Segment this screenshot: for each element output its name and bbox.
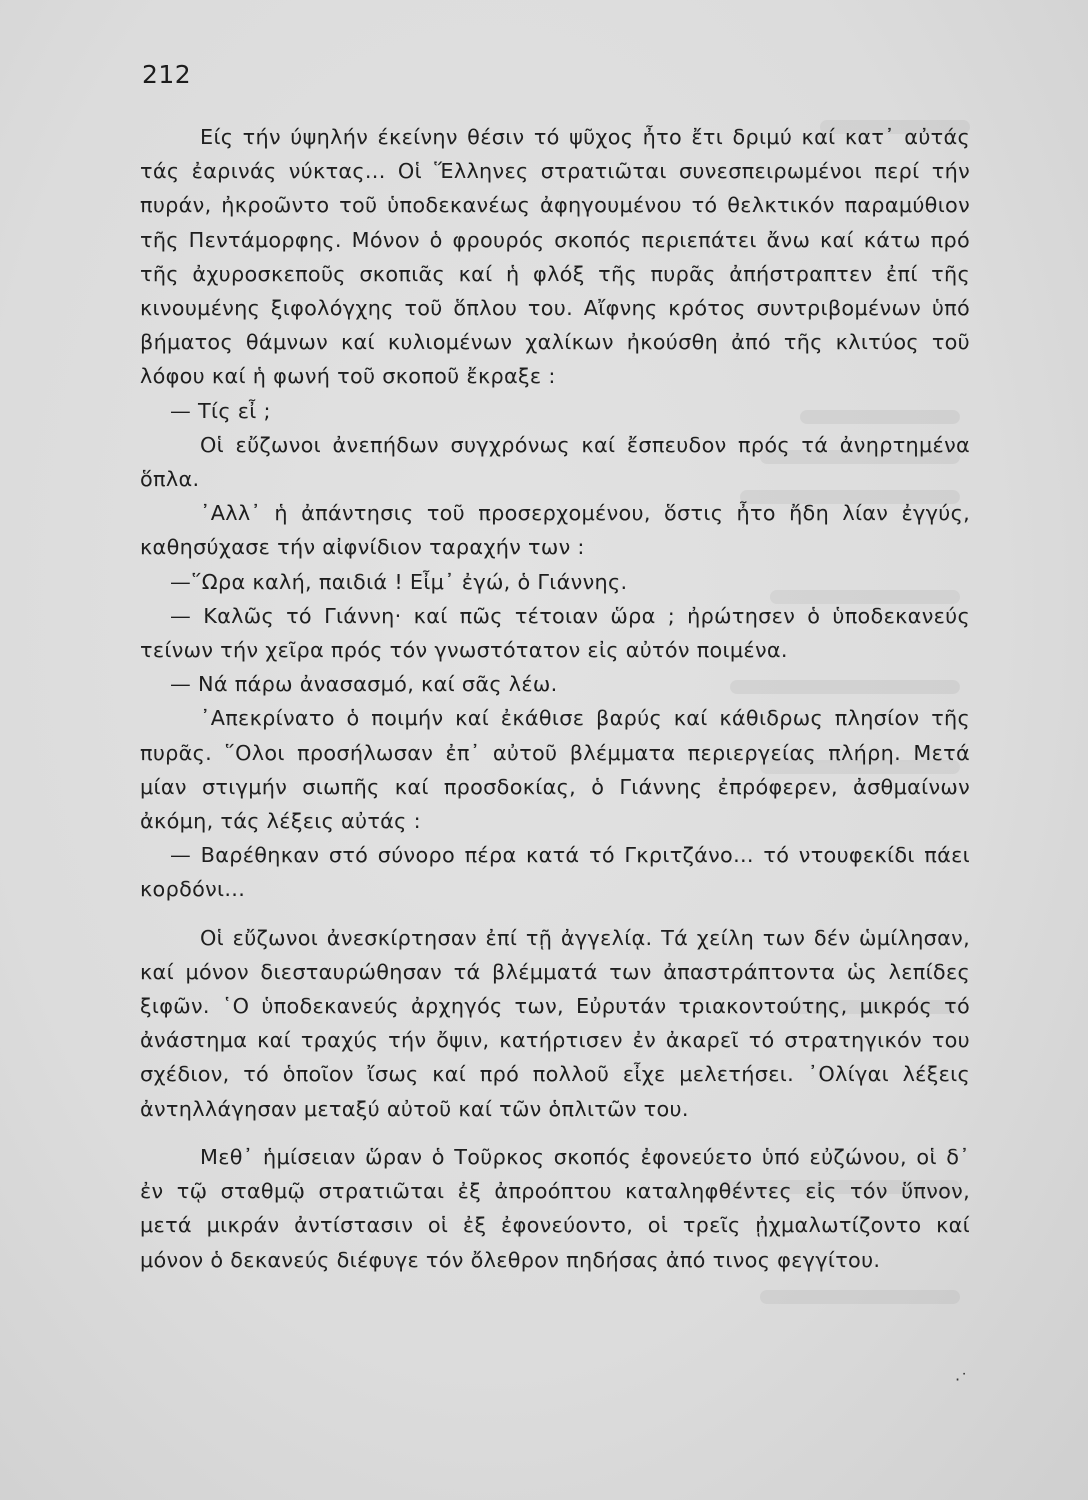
paragraph: Οἱ εὔζωνοι ἀνεσκίρτησαν ἐπί τῇ ἀγγελίᾳ. Τά χείλη των δέν ὡμίλησαν, καί μόνον διεσταυρώθησαν τά βλέμματά των ἀπαστράπτοντα ὡς λεπίδες ξιφῶν. ῾Ο ὑποδεκανεύς ἀρχηγός των, Εὐρυτάν τριακοντούτης, μικρός τό ἀνάστημα καί τραχύς τήν ὄψιν, κατήρτισεν ἐν ἀκαρεῖ τό στρατηγικόν του σχέδιον, τό ὁποῖον ἴσως καί πρό πολλοῦ εἶχε μελετήσει. ᾿Ολίγαι λέξεις ἀντηλλάγησαν μεταξύ αὐτοῦ καί τῶν ὁπλιτῶν του. [140,925,970,1121]
paragraph: ᾿Αλλ᾿ ἡ ἀπάντησις τοῦ προσερχομένου, ὅστις ἦτο ἤδη λίαν ἐγγύς, καθησύχασε τήν αἰφνίδιον ταραχήν των : [140,501,970,560]
page-number: 212 [142,60,192,89]
print-speck: ·˙ [955,1370,969,1389]
paragraph-opening: Είς τήν ύψηλήν έκείνην θέσιν τό ψῦχος ἦτο ἔτι δριμύ καί κατ᾿ αὐτάς τάς ἐαρινάς νύκτας... Οἱ Ἕλληνες στρατιῶται συνεσπειρωμένοι περί τήν πυράν, ἠκροῶντο τοῦ ὑποδεκανέως ἀφηγουμένου τό θελκτικόν παραμύθιον τῆς Πεντάμορφης. Μόνον ὁ φρουρός σκοπός περιεπάτει ἄνω καί κάτω πρό τῆς ἀχυροσκεποῦς σκοπιᾶς καί ἡ φλόξ τῆς πυρᾶς ἀπήστραπτεν ἐπί τῆς κινουμένης ξιφολόγχης τοῦ ὅπλου του. Αἴφνης κρότος συντριβομένων ὑπό βήματος θάμνων καί κυλιομένων χαλίκων ἠκούσθη ἀπό τῆς κλιτύος τοῦ λόφου καί ἡ φωνή τοῦ σκοποῦ ἔκραξε : [140,125,970,389]
paragraph-closing: Μεθ᾿ ἡμίσειαν ὥραν ὁ Τοῦρκος σκοπός ἐφονεύετο ὑπό εὐζώνου, οἱ δ᾿ ἐν τῷ σταθμῷ στρατιῶται ἐξ ἀπροόπτου καταληφθέντες εἰς τόν ὕπνον, μετά μικράν ἀντίστασιν οἱ ἐξ ἐφονεύοντο, οἱ τρεῖς ᾐχμαλωτίζοντο καί μόνον ὁ δεκανεύς διέφυγε τόν ὄλεθρον πηδήσας ἀπό τινος φεγγίτου. [140,1144,970,1272]
dialogue-line: — Τίς εἶ ; [170,398,271,423]
dialogue-line: —῞Ωρα καλή, παιδιά ! Εἶμ᾿ ἐγώ, ὁ Γιάννης. [170,569,628,594]
body-text [140,120,970,1277]
dialogue-line: — Καλῶς τό Γιάννη· καί πῶς τέτοιαν ὥρα ; ἠρώτησεν ὁ ὑποδεκανεύς τείνων τήν χεῖρα πρός τόν γνωστότατον εἰς αὐτόν ποιμένα. [140,603,970,663]
dialogue-line: — Βαρέθηκαν στό σύνορο πέρα κατά τό Γκριτζάνο... τό ντουφεκίδι πάει κορδόνι... [140,843,970,902]
paragraph: Οἱ εὔζωνοι ἀνεπήδων συγχρόνως καί ἔσπευδον πρός τά ἀνηρτημένα ὅπλα. [140,432,970,492]
paragraph: ᾿Απεκρίνατο ὁ ποιμήν καί ἐκάθισε βαρύς καί κάθιδρως πλησίον τῆς πυρᾶς. ῞Ολοι προσήλωσαν ἐπ᾿ αὐτοῦ βλέμματα περιεργείας πλήρη. Μετά μίαν στιγμήν σιωπῆς καί προσδοκίας, ὁ Γιάννης ἐπρόφερεν, ἀσθμαίνων ἀκόμη, τάς λέξεις αὐτάς : [140,706,970,834]
dialogue-line: — Νά πάρω ἀνασασμό, καί σᾶς λέω. [170,672,558,697]
